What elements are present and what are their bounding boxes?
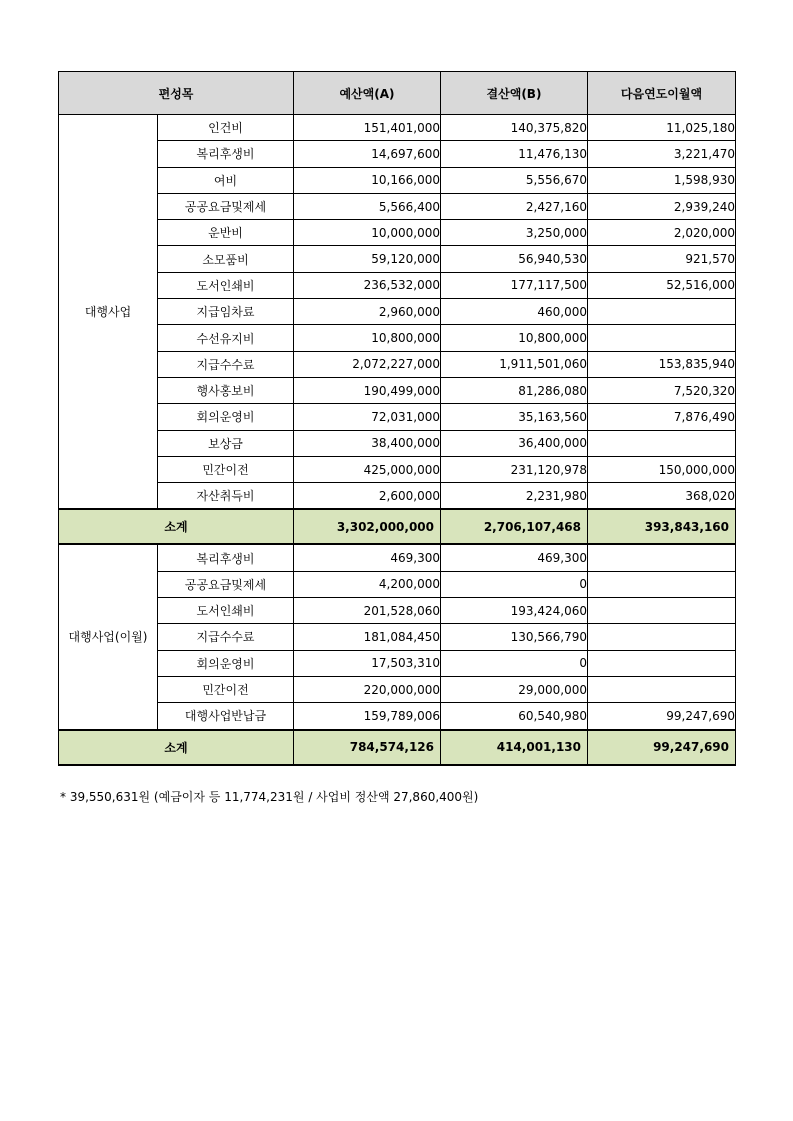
- carryover-subtotal: 393,843,160: [588, 509, 736, 544]
- settlement-cell: 177,117,500: [441, 272, 588, 298]
- carryover-cell: [588, 571, 736, 597]
- table-row: [59, 193, 736, 219]
- carryover-cell: 921,570: [588, 246, 736, 272]
- table-row: [59, 571, 736, 597]
- budget-cell: 38,400,000: [294, 430, 441, 456]
- carryover-cell: 7,876,490: [588, 404, 736, 430]
- table-row: [59, 483, 736, 510]
- carryover-cell: 2,020,000: [588, 220, 736, 246]
- carryover-cell: 99,247,690: [588, 703, 736, 730]
- budget-cell: 425,000,000: [294, 456, 441, 482]
- budget-cell: 151,401,000: [294, 115, 441, 141]
- header-settlement: 결산액(B): [441, 72, 588, 115]
- subtotal-row: [59, 509, 736, 544]
- budget-cell: 14,697,600: [294, 141, 441, 167]
- footnote: * 39,550,631원 (예금이자 등 11,774,231원 / 사업비 정산액 27,860,400원): [60, 790, 479, 804]
- budget-cell: 220,000,000: [294, 676, 441, 702]
- table-row: [59, 430, 736, 456]
- carryover-cell: [588, 624, 736, 650]
- budget-cell: 2,072,227,000: [294, 351, 441, 377]
- table-body: [59, 115, 736, 765]
- carryover-cell: 2,939,240: [588, 193, 736, 219]
- settlement-subtotal: 414,001,130: [441, 730, 588, 765]
- settlement-cell: 0: [441, 571, 588, 597]
- budget-cell: 469,300: [294, 544, 441, 571]
- carryover-cell: [588, 299, 736, 325]
- settlement-cell: 3,250,000: [441, 220, 588, 246]
- carryover-cell: [588, 650, 736, 676]
- table-row: [59, 299, 736, 325]
- table-row: [59, 220, 736, 246]
- settlement-cell: 11,476,130: [441, 141, 588, 167]
- table-row: [59, 351, 736, 377]
- budget-cell: 10,800,000: [294, 325, 441, 351]
- item-cell: 도서인쇄비: [158, 598, 294, 624]
- settlement-cell: 5,556,670: [441, 167, 588, 193]
- item-cell: 공공요금및제세: [158, 571, 294, 597]
- table-row: [59, 676, 736, 702]
- subtotal-label: 소계: [59, 509, 294, 544]
- budget-cell: 190,499,000: [294, 377, 441, 403]
- item-cell: 도서인쇄비: [158, 272, 294, 298]
- carryover-cell: [588, 676, 736, 702]
- carryover-cell: 52,516,000: [588, 272, 736, 298]
- budget-subtotal: 784,574,126: [294, 730, 441, 765]
- table-row: [59, 650, 736, 676]
- subtotal-row: [59, 730, 736, 765]
- budget-cell: 72,031,000: [294, 404, 441, 430]
- item-cell: 인건비: [158, 115, 294, 141]
- item-cell: 운반비: [158, 220, 294, 246]
- settlement-cell: 10,800,000: [441, 325, 588, 351]
- settlement-cell: 193,424,060: [441, 598, 588, 624]
- table-row: [59, 404, 736, 430]
- item-cell: 지급임차료: [158, 299, 294, 325]
- budget-table: [58, 71, 736, 766]
- carryover-cell: 368,020: [588, 483, 736, 510]
- settlement-subtotal: 2,706,107,468: [441, 509, 588, 544]
- item-cell: 민간이전: [158, 676, 294, 702]
- carryover-cell: [588, 325, 736, 351]
- settlement-cell: 130,566,790: [441, 624, 588, 650]
- header-budget: 예산액(A): [294, 72, 441, 115]
- table-row: [59, 377, 736, 403]
- settlement-cell: 60,540,980: [441, 703, 588, 730]
- table-row: [59, 624, 736, 650]
- settlement-cell: 2,427,160: [441, 193, 588, 219]
- item-cell: 소모품비: [158, 246, 294, 272]
- settlement-cell: 1,911,501,060: [441, 351, 588, 377]
- settlement-cell: 35,163,560: [441, 404, 588, 430]
- group-label: 대행사업(이월): [59, 544, 158, 729]
- budget-cell: 236,532,000: [294, 272, 441, 298]
- settlement-cell: 460,000: [441, 299, 588, 325]
- item-cell: 복리후생비: [158, 544, 294, 571]
- budget-cell: 10,000,000: [294, 220, 441, 246]
- budget-cell: 59,120,000: [294, 246, 441, 272]
- item-cell: 공공요금및제세: [158, 193, 294, 219]
- table-row: [59, 703, 736, 730]
- item-cell: 회의운영비: [158, 650, 294, 676]
- budget-cell: 2,600,000: [294, 483, 441, 510]
- header-category: 편성목: [59, 72, 294, 115]
- item-cell: 수선유지비: [158, 325, 294, 351]
- table-row: [59, 167, 736, 193]
- budget-cell: 4,200,000: [294, 571, 441, 597]
- table-row: [59, 456, 736, 482]
- table-row: [59, 598, 736, 624]
- settlement-cell: 81,286,080: [441, 377, 588, 403]
- item-cell: 민간이전: [158, 456, 294, 482]
- settlement-cell: 140,375,820: [441, 115, 588, 141]
- settlement-cell: 0: [441, 650, 588, 676]
- settlement-cell: 231,120,978: [441, 456, 588, 482]
- budget-cell: 181,084,450: [294, 624, 441, 650]
- item-cell: 행사홍보비: [158, 377, 294, 403]
- settlement-cell: 36,400,000: [441, 430, 588, 456]
- table-row: [59, 325, 736, 351]
- settlement-cell: 56,940,530: [441, 246, 588, 272]
- item-cell: 회의운영비: [158, 404, 294, 430]
- budget-cell: 17,503,310: [294, 650, 441, 676]
- item-cell: 여비: [158, 167, 294, 193]
- table-row: [59, 141, 736, 167]
- item-cell: 보상금: [158, 430, 294, 456]
- carryover-cell: [588, 430, 736, 456]
- carryover-cell: 11,025,180: [588, 115, 736, 141]
- item-cell: 지급수수료: [158, 624, 294, 650]
- budget-cell: 201,528,060: [294, 598, 441, 624]
- item-cell: 지급수수료: [158, 351, 294, 377]
- settlement-cell: 469,300: [441, 544, 588, 571]
- settlement-cell: 29,000,000: [441, 676, 588, 702]
- table-row: [59, 272, 736, 298]
- carryover-cell: 153,835,940: [588, 351, 736, 377]
- table-header-row: [59, 72, 736, 115]
- budget-subtotal: 3,302,000,000: [294, 509, 441, 544]
- header-carryover: 다음연도이월액: [588, 72, 736, 115]
- subtotal-label: 소계: [59, 730, 294, 765]
- table-row: [59, 246, 736, 272]
- carryover-cell: [588, 544, 736, 571]
- carryover-subtotal: 99,247,690: [588, 730, 736, 765]
- carryover-cell: 1,598,930: [588, 167, 736, 193]
- table-row: [59, 115, 736, 141]
- carryover-cell: [588, 598, 736, 624]
- item-cell: 자산취득비: [158, 483, 294, 510]
- group-label: 대행사업: [59, 115, 158, 510]
- settlement-cell: 2,231,980: [441, 483, 588, 510]
- budget-cell: 5,566,400: [294, 193, 441, 219]
- item-cell: 대행사업반납금: [158, 703, 294, 730]
- budget-cell: 10,166,000: [294, 167, 441, 193]
- budget-cell: 159,789,006: [294, 703, 441, 730]
- carryover-cell: 3,221,470: [588, 141, 736, 167]
- table-row: [59, 544, 736, 571]
- budget-cell: 2,960,000: [294, 299, 441, 325]
- carryover-cell: 150,000,000: [588, 456, 736, 482]
- carryover-cell: 7,520,320: [588, 377, 736, 403]
- item-cell: 복리후생비: [158, 141, 294, 167]
